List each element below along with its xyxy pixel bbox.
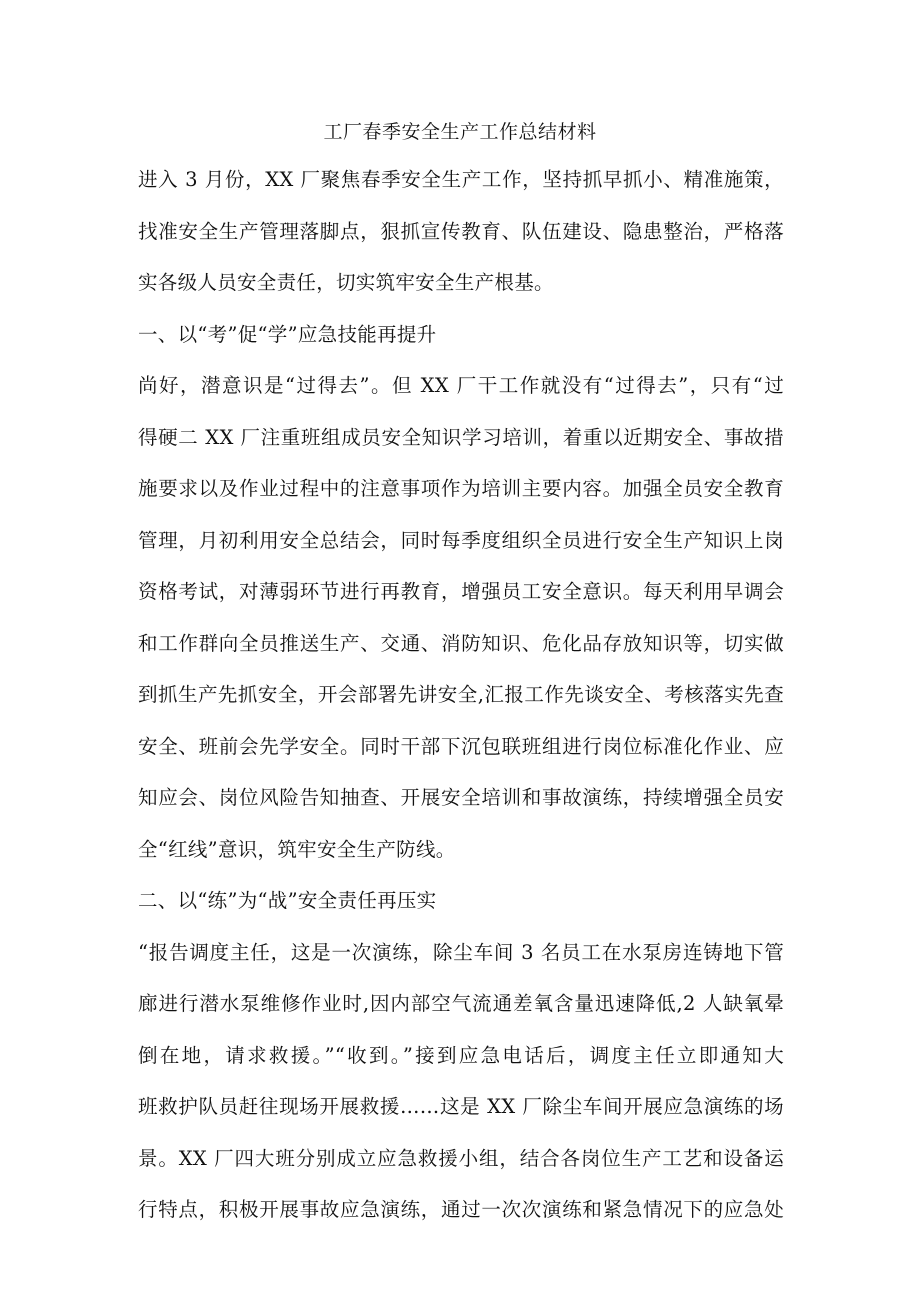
text-line: 施要求以及作业过程中的注意事项作为培训主要内容。加强全员安全教育 xyxy=(138,477,784,500)
text-line: 实各级人员安全责任，切实筑牢安全生产根基。 xyxy=(138,271,554,294)
text-line: 廊进行潜水泵维修作业时,因内部空气流通差氧含量迅速降低,2 人缺氧晕 xyxy=(138,992,784,1015)
text-line: 得硬二 XX 厂注重班组成员安全知识学习培训，着重以近期安全、事故措 xyxy=(138,425,784,449)
document-body xyxy=(138,162,784,1244)
section-heading-1: 一、以“考”促“学”应急技能再提升 xyxy=(138,322,437,346)
text-line: 倒在地，请求救援。”“收到。”接到应急电话后，调度主任立即通知大 xyxy=(138,1043,784,1067)
text-line: 全“红线”意识，筑牢安全生产防线。 xyxy=(138,837,456,861)
section-heading-2: 二、以“练”为“战”安全责任再压实 xyxy=(138,889,437,912)
text-line: 景。XX 厂四大班分别成立应急救援小组，结合各岗位生产工艺和设备运 xyxy=(138,1146,784,1170)
text-line: 行特点，积极开展事故应急演练，通过一次次演练和紧急情况下的应急处 xyxy=(138,1198,784,1221)
text-line: 管理，月初利用安全总结会，同时每季度组织全员进行安全生产知识上岗 xyxy=(138,528,784,552)
text-line: 尚好，潜意识是“过得去”。但 XX 厂干工作就没有“过得去”，只有“过 xyxy=(138,374,784,397)
text-line: 班救护队员赶往现场开展救援……这是 XX 厂除尘车间开展应急演练的场 xyxy=(138,1095,784,1118)
text-line: 找准安全生产管理落脚点，狠抓宣传教育、队伍建设、隐患整治，严格落 xyxy=(138,219,784,243)
text-line: 安全、班前会先学安全。同时干部下沉包联班组进行岗位标准化作业、应 xyxy=(138,734,784,758)
text-line: 知应会、岗位风险告知抽查、开展安全培训和事故演练，持续增强全员安 xyxy=(138,786,784,809)
text-line: 进入 3 月份，XX 厂聚焦春季安全生产工作，坚持抓早抓小、精准施策， xyxy=(138,168,784,191)
section-1-paragraph xyxy=(138,368,784,883)
text-line: 到抓生产先抓安全，开会部署先讲安全,汇报工作先谈安全、考核落实先查 xyxy=(138,683,784,706)
intro-paragraph xyxy=(138,162,784,317)
text-line: “报告调度主任，这是一次演练，除尘车间 3 名员工在水泵房连铸地下管 xyxy=(138,940,784,964)
text-line: 和工作群向全员推送生产、交通、消防知识、危化品存放知识等，切实做 xyxy=(138,631,784,655)
section-2-paragraph xyxy=(138,935,784,1244)
document-title: 工厂春季安全生产工作总结材料 xyxy=(323,121,597,143)
text-line: 资格考试，对薄弱环节进行再教育，增强员工安全意识。每天利用早调会 xyxy=(138,580,784,603)
